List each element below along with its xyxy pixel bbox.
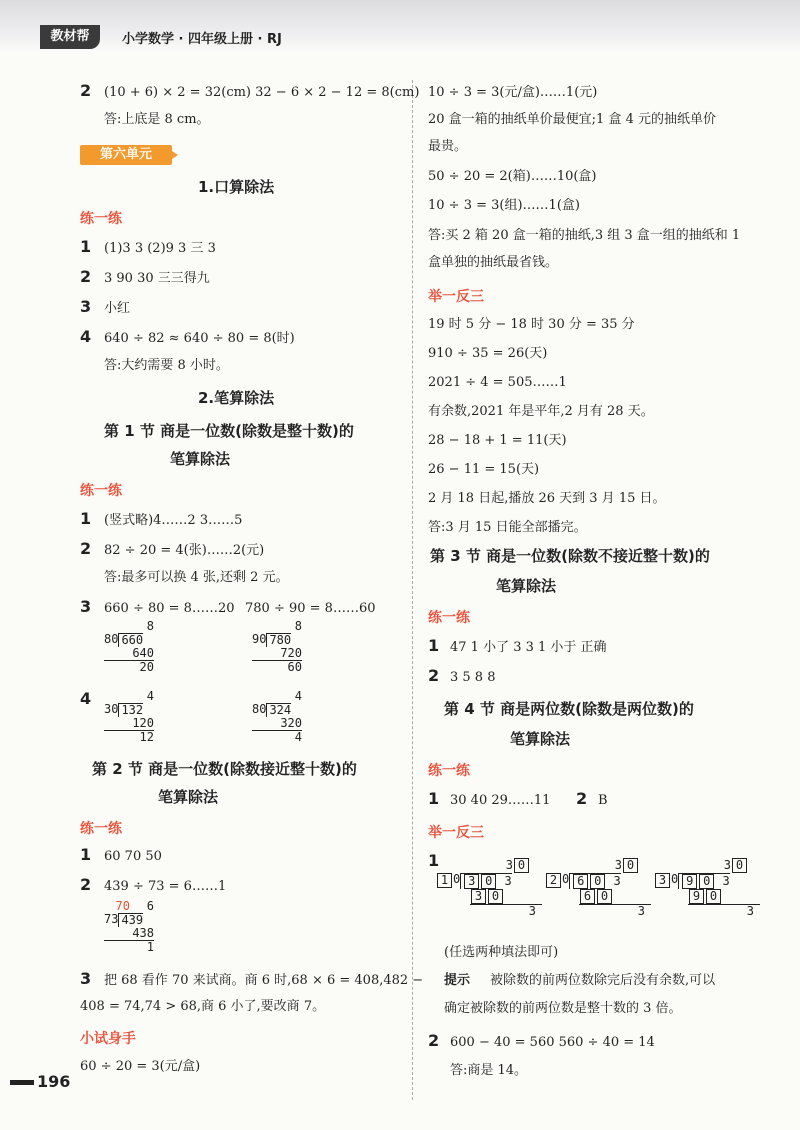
answer-line: 50 ÷ 20 = 2(箱)……10(盒) bbox=[428, 169, 597, 184]
divisor-digit: 0 bbox=[453, 872, 461, 886]
boxed-division bbox=[436, 858, 546, 918]
box-digit: 3 bbox=[655, 873, 670, 888]
answer-line: 910 ÷ 35 = 26(天) bbox=[428, 346, 548, 361]
answer-line: (1)3 3 (2)9 3 三 3 bbox=[104, 241, 216, 256]
unit-tag: 第六单元 bbox=[80, 145, 172, 165]
page-number-text: 196 bbox=[37, 1072, 71, 1091]
quotient-digit: 3 bbox=[723, 858, 731, 872]
practice-label: 练一练 bbox=[80, 483, 122, 499]
quotient: 4 bbox=[146, 689, 154, 703]
divisor: 73 bbox=[104, 912, 119, 926]
tip-label: 提示 bbox=[444, 973, 471, 988]
box-digit: 1 bbox=[437, 873, 452, 888]
item-number: 4 bbox=[80, 689, 92, 708]
subtrahend: 640 bbox=[104, 647, 154, 661]
quotient: 4 bbox=[294, 689, 302, 703]
answer-line: 10 ÷ 3 = 3(组)……1(盒) bbox=[428, 198, 580, 213]
practice-label: 练一练 bbox=[80, 211, 122, 227]
divisor: 30 bbox=[104, 702, 119, 716]
answer-line: 被除数的前两位数除完后没有余数,可以 bbox=[490, 973, 716, 988]
dividend-digit: 3 bbox=[613, 874, 621, 888]
item-number: 2 bbox=[428, 1031, 440, 1050]
item-number: 3 bbox=[80, 597, 92, 616]
divisor: 90 bbox=[252, 632, 267, 646]
section-title: 1.口算除法 bbox=[198, 178, 275, 196]
box-digit: 6 bbox=[580, 889, 595, 904]
subtrahend: 720 bbox=[252, 647, 302, 661]
long-division bbox=[252, 690, 302, 744]
remainder: 60 bbox=[287, 660, 302, 674]
box-digit: 0 bbox=[597, 889, 612, 904]
long-division bbox=[104, 620, 154, 674]
boxed-division bbox=[654, 858, 764, 918]
column-divider bbox=[412, 80, 413, 1100]
long-division bbox=[104, 900, 154, 954]
remainder: 4 bbox=[294, 730, 302, 744]
answer-line: (任选两种填法即可) bbox=[444, 945, 559, 960]
answer-line: (竖式略)4……2 3……5 bbox=[104, 513, 243, 528]
dividend: 660 bbox=[118, 633, 143, 647]
dividend: 439 bbox=[118, 913, 143, 927]
answer-line: 660 ÷ 80 = 8……20 bbox=[104, 601, 235, 616]
item-number: 1 bbox=[80, 509, 92, 528]
box-digit: 3 bbox=[464, 874, 479, 889]
subtrahend: 438 bbox=[104, 927, 154, 941]
answer-line: 10 ÷ 3 = 3(元/盒)……1(元) bbox=[428, 85, 598, 100]
box-digit: 0 bbox=[623, 858, 638, 873]
answer-line: 确定被除数的前两位数是整十数的 3 倍。 bbox=[444, 1001, 682, 1016]
example-label: 举一反三 bbox=[428, 825, 484, 841]
box-digit: 9 bbox=[689, 889, 704, 904]
item-number: 2 bbox=[80, 81, 92, 100]
remainder: 1 bbox=[146, 940, 154, 954]
answer-line: 答:3 月 15 日能全部播完。 bbox=[428, 520, 587, 535]
answer-line: 有余数,2021 年是平年,2 月有 28 天。 bbox=[428, 404, 654, 419]
dividend: 780 bbox=[266, 633, 291, 647]
item-number: 1 bbox=[428, 851, 440, 870]
page-header bbox=[0, 0, 800, 52]
item-number: 2 bbox=[428, 666, 440, 685]
lesson-heading: 笔算除法 bbox=[510, 730, 571, 748]
section-title: 2.笔算除法 bbox=[198, 389, 275, 407]
estimate: 70 bbox=[115, 899, 130, 913]
answer-line: 盒单独的抽纸最省钱。 bbox=[428, 255, 559, 270]
answer-line: 28 − 18 + 1 = 11(天) bbox=[428, 433, 567, 448]
answer-line: 60 ÷ 20 = 3(元/盒) bbox=[80, 1059, 201, 1074]
lesson-heading: 笔算除法 bbox=[158, 788, 219, 806]
divisor: 80 bbox=[104, 632, 119, 646]
answer-line: (10 + 6) × 2 = 32(cm) 32 − 6 × 2 − 12 = 8(cm) bbox=[104, 85, 420, 100]
answer-line: 答:最多可以换 4 张,还剩 2 元。 bbox=[104, 570, 289, 585]
item-number: 2 bbox=[80, 267, 92, 286]
answer-line: 最贵。 bbox=[428, 139, 468, 154]
remainder: 3 bbox=[528, 904, 536, 918]
box-digit: 0 bbox=[732, 858, 747, 873]
practice-label: 练一练 bbox=[428, 763, 470, 779]
long-division bbox=[252, 620, 302, 674]
remainder: 3 bbox=[637, 904, 645, 918]
answer-line: 答:商是 14。 bbox=[450, 1063, 528, 1078]
answer-line: 把 68 看作 70 来试商。商 6 时,68 × 6 = 408,482 − bbox=[104, 973, 424, 988]
lesson-heading: 笔算除法 bbox=[496, 577, 557, 595]
book-subtitle: 小学数学 · 四年级上册 · RJ bbox=[122, 32, 282, 47]
practice-label: 练一练 bbox=[428, 610, 470, 626]
answer-line: 2 月 18 日起,播放 26 天到 3 月 15 日。 bbox=[428, 491, 666, 506]
quotient: 8 bbox=[294, 619, 302, 633]
lesson-heading: 第 2 节 商是一位数(除数接近整十数)的 bbox=[92, 760, 357, 778]
item-number: 1 bbox=[80, 237, 92, 256]
page-number bbox=[10, 1072, 70, 1091]
answer-line: 小红 bbox=[104, 301, 131, 316]
item-number: 3 bbox=[80, 297, 92, 316]
dividend-digit: 3 bbox=[722, 874, 730, 888]
remainder: 3 bbox=[746, 904, 754, 918]
answer-line: 答:买 2 箱 20 盒一箱的抽纸,3 组 3 盒一组的抽纸和 1 bbox=[428, 228, 741, 243]
lesson-heading: 第 3 节 商是一位数(除数不接近整十数)的 bbox=[430, 547, 710, 565]
answer-line: 26 − 11 = 15(天) bbox=[428, 462, 540, 477]
answer-line: 答:大约需要 8 小时。 bbox=[104, 358, 229, 373]
lesson-heading: 笔算除法 bbox=[170, 450, 231, 468]
dividend-digit: 3 bbox=[504, 874, 512, 888]
try-label: 小试身手 bbox=[80, 1031, 136, 1047]
lesson-heading: 第 1 节 商是一位数(除数是整十数)的 bbox=[104, 422, 354, 440]
item-number: 4 bbox=[80, 327, 92, 346]
answer-line: 30 40 29……11 bbox=[450, 793, 551, 808]
answer-line: 439 ÷ 73 = 6……1 bbox=[104, 879, 227, 894]
item-number: 1 bbox=[428, 636, 440, 655]
answer-line: B bbox=[598, 793, 608, 808]
quotient-digit: 3 bbox=[505, 858, 513, 872]
item-number: 2 bbox=[576, 789, 588, 808]
item-number: 2 bbox=[80, 875, 92, 894]
divisor-digit: 0 bbox=[671, 872, 679, 886]
box-digit: 0 bbox=[514, 858, 529, 873]
divisor: 80 bbox=[252, 702, 267, 716]
dividend: 324 bbox=[266, 703, 291, 717]
answer-line: 19 时 5 分 − 18 时 30 分 = 35 分 bbox=[428, 317, 635, 332]
item-number: 3 bbox=[80, 969, 92, 988]
remainder: 12 bbox=[139, 730, 154, 744]
subtrahend: 120 bbox=[104, 717, 154, 731]
answer-line: 3 90 30 三三得九 bbox=[104, 271, 210, 286]
answer-line: 82 ÷ 20 = 4(张)……2(元) bbox=[104, 543, 265, 558]
answer-line: 600 − 40 = 560 560 ÷ 40 = 14 bbox=[450, 1035, 655, 1050]
box-digit: 6 bbox=[573, 874, 588, 889]
example-label: 举一反三 bbox=[428, 289, 484, 305]
box-digit: 0 bbox=[481, 874, 496, 889]
quotient-digit: 3 bbox=[614, 858, 622, 872]
answer-line: 3 5 8 8 bbox=[450, 670, 496, 685]
long-division bbox=[104, 690, 154, 744]
quotient: 6 bbox=[146, 899, 154, 913]
box-digit: 9 bbox=[682, 874, 697, 889]
box-digit: 0 bbox=[590, 874, 605, 889]
brand-logo: 教材帮 bbox=[40, 25, 100, 49]
answer-line: 408 = 74,74 > 68,商 6 小了,要改商 7。 bbox=[80, 999, 326, 1014]
quotient: 8 bbox=[146, 619, 154, 633]
answer-line: 60 70 50 bbox=[104, 849, 162, 864]
box-digit: 0 bbox=[699, 874, 714, 889]
dividend: 132 bbox=[118, 703, 143, 717]
box-digit: 0 bbox=[488, 889, 503, 904]
box-digit: 3 bbox=[471, 889, 486, 904]
answer-line: 答:上底是 8 cm。 bbox=[104, 112, 210, 127]
box-digit: 2 bbox=[546, 873, 561, 888]
remainder: 20 bbox=[139, 660, 154, 674]
divisor-digit: 0 bbox=[562, 872, 570, 886]
answer-line: 20 盒一箱的抽纸单价最便宜;1 盒 4 元的抽纸单价 bbox=[428, 112, 716, 127]
item-number: 1 bbox=[80, 845, 92, 864]
item-number: 2 bbox=[80, 539, 92, 558]
answer-line: 640 ÷ 82 ≈ 640 ÷ 80 = 8(时) bbox=[104, 331, 295, 346]
lesson-heading: 第 4 节 商是两位数(除数是两位数)的 bbox=[444, 700, 694, 718]
answer-line: 780 ÷ 90 = 8……60 bbox=[245, 601, 376, 616]
subtrahend: 320 bbox=[252, 717, 302, 731]
item-number: 1 bbox=[428, 789, 440, 808]
practice-label: 练一练 bbox=[80, 821, 122, 837]
answer-line: 2021 ÷ 4 = 505……1 bbox=[428, 375, 567, 390]
boxed-division bbox=[545, 858, 655, 918]
answer-line: 47 1 小了 3 3 1 小于 正确 bbox=[450, 640, 607, 655]
box-digit: 0 bbox=[706, 889, 721, 904]
